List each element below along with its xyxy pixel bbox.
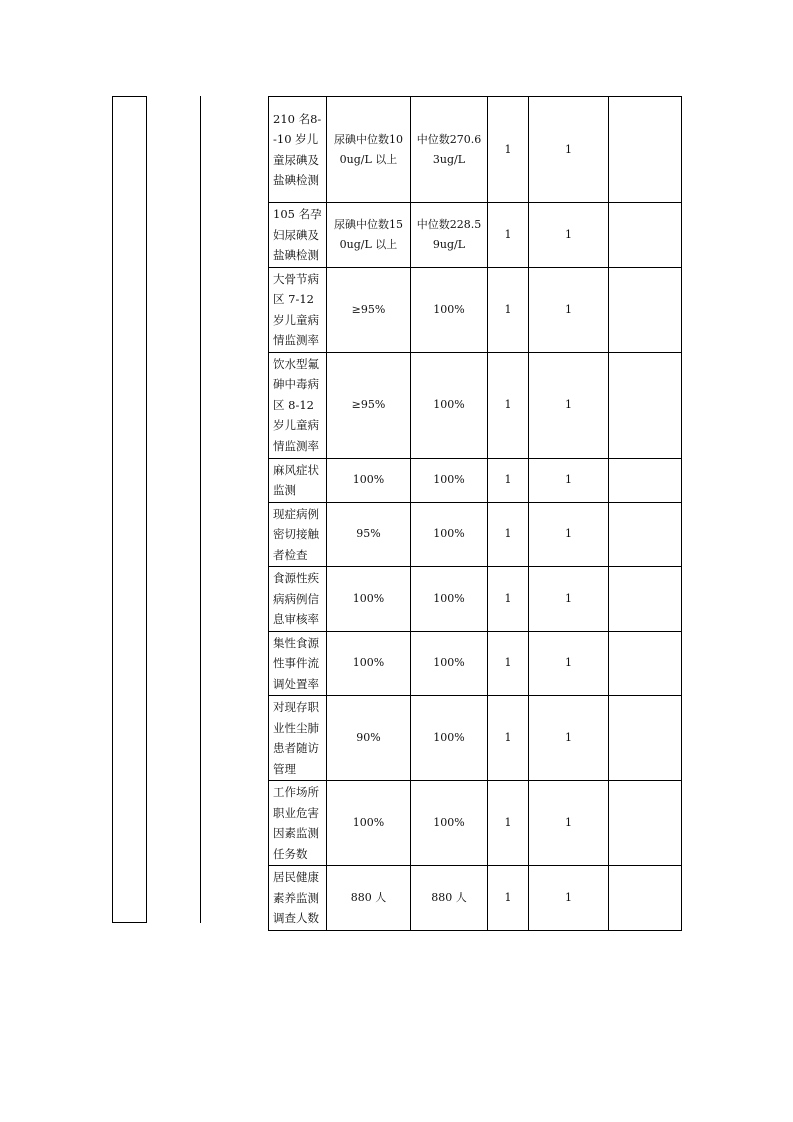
actual-cell: 100%: [411, 502, 488, 567]
score-cell: 1: [529, 502, 609, 567]
score-cell: 1: [529, 631, 609, 696]
table-row: [269, 267, 682, 352]
indicator-cell: 105 名孕妇尿碘及盐碘检测: [269, 203, 327, 268]
actual-cell: 100%: [411, 696, 488, 781]
note-cell: [609, 203, 682, 268]
indicator-cell: 210 名8--10 岁儿童尿碘及盐碘检测: [269, 97, 327, 203]
target-cell: ≥95%: [327, 267, 411, 352]
indicator-cell: 饮水型氟砷中毒病区 8-12 岁儿童病情监测率: [269, 352, 327, 458]
weight-cell: 1: [488, 696, 529, 781]
weight-cell: 1: [488, 866, 529, 931]
table-row: [269, 631, 682, 696]
target-cell: 90%: [327, 696, 411, 781]
target-cell: 尿碘中位数100ug/L 以上: [327, 97, 411, 203]
indicator-cell: 居民健康素养监测调查人数: [269, 866, 327, 931]
table-row: [269, 567, 682, 632]
table-row: [269, 502, 682, 567]
score-cell: 1: [529, 267, 609, 352]
table-row: [269, 203, 682, 268]
weight-cell: 1: [488, 352, 529, 458]
note-cell: [609, 631, 682, 696]
indicator-cell: 集性食源性事件流调处置率: [269, 631, 327, 696]
score-cell: 1: [529, 567, 609, 632]
actual-cell: 中位数270.63ug/L: [411, 97, 488, 203]
score-cell: 1: [529, 696, 609, 781]
table-row: [269, 352, 682, 458]
weight-cell: 1: [488, 97, 529, 203]
target-cell: 100%: [327, 567, 411, 632]
actual-cell: 100%: [411, 352, 488, 458]
table-row: [269, 458, 682, 502]
target-cell: 100%: [327, 781, 411, 866]
note-cell: [609, 567, 682, 632]
note-cell: [609, 267, 682, 352]
note-cell: [609, 781, 682, 866]
left-column-border-outer: [112, 96, 113, 923]
actual-cell: 中位数228.59ug/L: [411, 203, 488, 268]
indicator-cell: 工作场所职业危害因素监测任务数: [269, 781, 327, 866]
note-cell: [609, 352, 682, 458]
table-row: [269, 781, 682, 866]
score-cell: 1: [529, 203, 609, 268]
weight-cell: 1: [488, 267, 529, 352]
weight-cell: 1: [488, 458, 529, 502]
indicator-cell: 麻风症状监测: [269, 458, 327, 502]
indicator-cell: 大骨节病区 7-12 岁儿童病情监测率: [269, 267, 327, 352]
weight-cell: 1: [488, 631, 529, 696]
note-cell: [609, 696, 682, 781]
table-row: [269, 696, 682, 781]
left-column-bottom-border: [112, 922, 147, 923]
actual-cell: 100%: [411, 267, 488, 352]
weight-cell: 1: [488, 502, 529, 567]
table-row: [269, 97, 682, 203]
target-cell: 100%: [327, 631, 411, 696]
actual-cell: 100%: [411, 781, 488, 866]
actual-cell: 880 人: [411, 866, 488, 931]
indicator-cell: 对现存职业性尘肺患者随访管理: [269, 696, 327, 781]
target-cell: 100%: [327, 458, 411, 502]
left-column-border-inner: [146, 96, 147, 923]
weight-cell: 1: [488, 567, 529, 632]
performance-indicator-table: [268, 96, 682, 931]
score-cell: 1: [529, 97, 609, 203]
target-cell: 95%: [327, 502, 411, 567]
middle-column-border: [200, 96, 201, 923]
indicator-cell: 现症病例密切接触者检查: [269, 502, 327, 567]
note-cell: [609, 458, 682, 502]
weight-cell: 1: [488, 203, 529, 268]
score-cell: 1: [529, 866, 609, 931]
indicator-cell: 食源性疾病病例信息审核率: [269, 567, 327, 632]
target-cell: 尿碘中位数150ug/L 以上: [327, 203, 411, 268]
target-cell: ≥95%: [327, 352, 411, 458]
note-cell: [609, 97, 682, 203]
actual-cell: 100%: [411, 567, 488, 632]
weight-cell: 1: [488, 781, 529, 866]
actual-cell: 100%: [411, 631, 488, 696]
score-cell: 1: [529, 781, 609, 866]
note-cell: [609, 866, 682, 931]
actual-cell: 100%: [411, 458, 488, 502]
score-cell: 1: [529, 352, 609, 458]
table-row: [269, 866, 682, 931]
note-cell: [609, 502, 682, 567]
left-column-top-border: [112, 96, 147, 97]
score-cell: 1: [529, 458, 609, 502]
target-cell: 880 人: [327, 866, 411, 931]
